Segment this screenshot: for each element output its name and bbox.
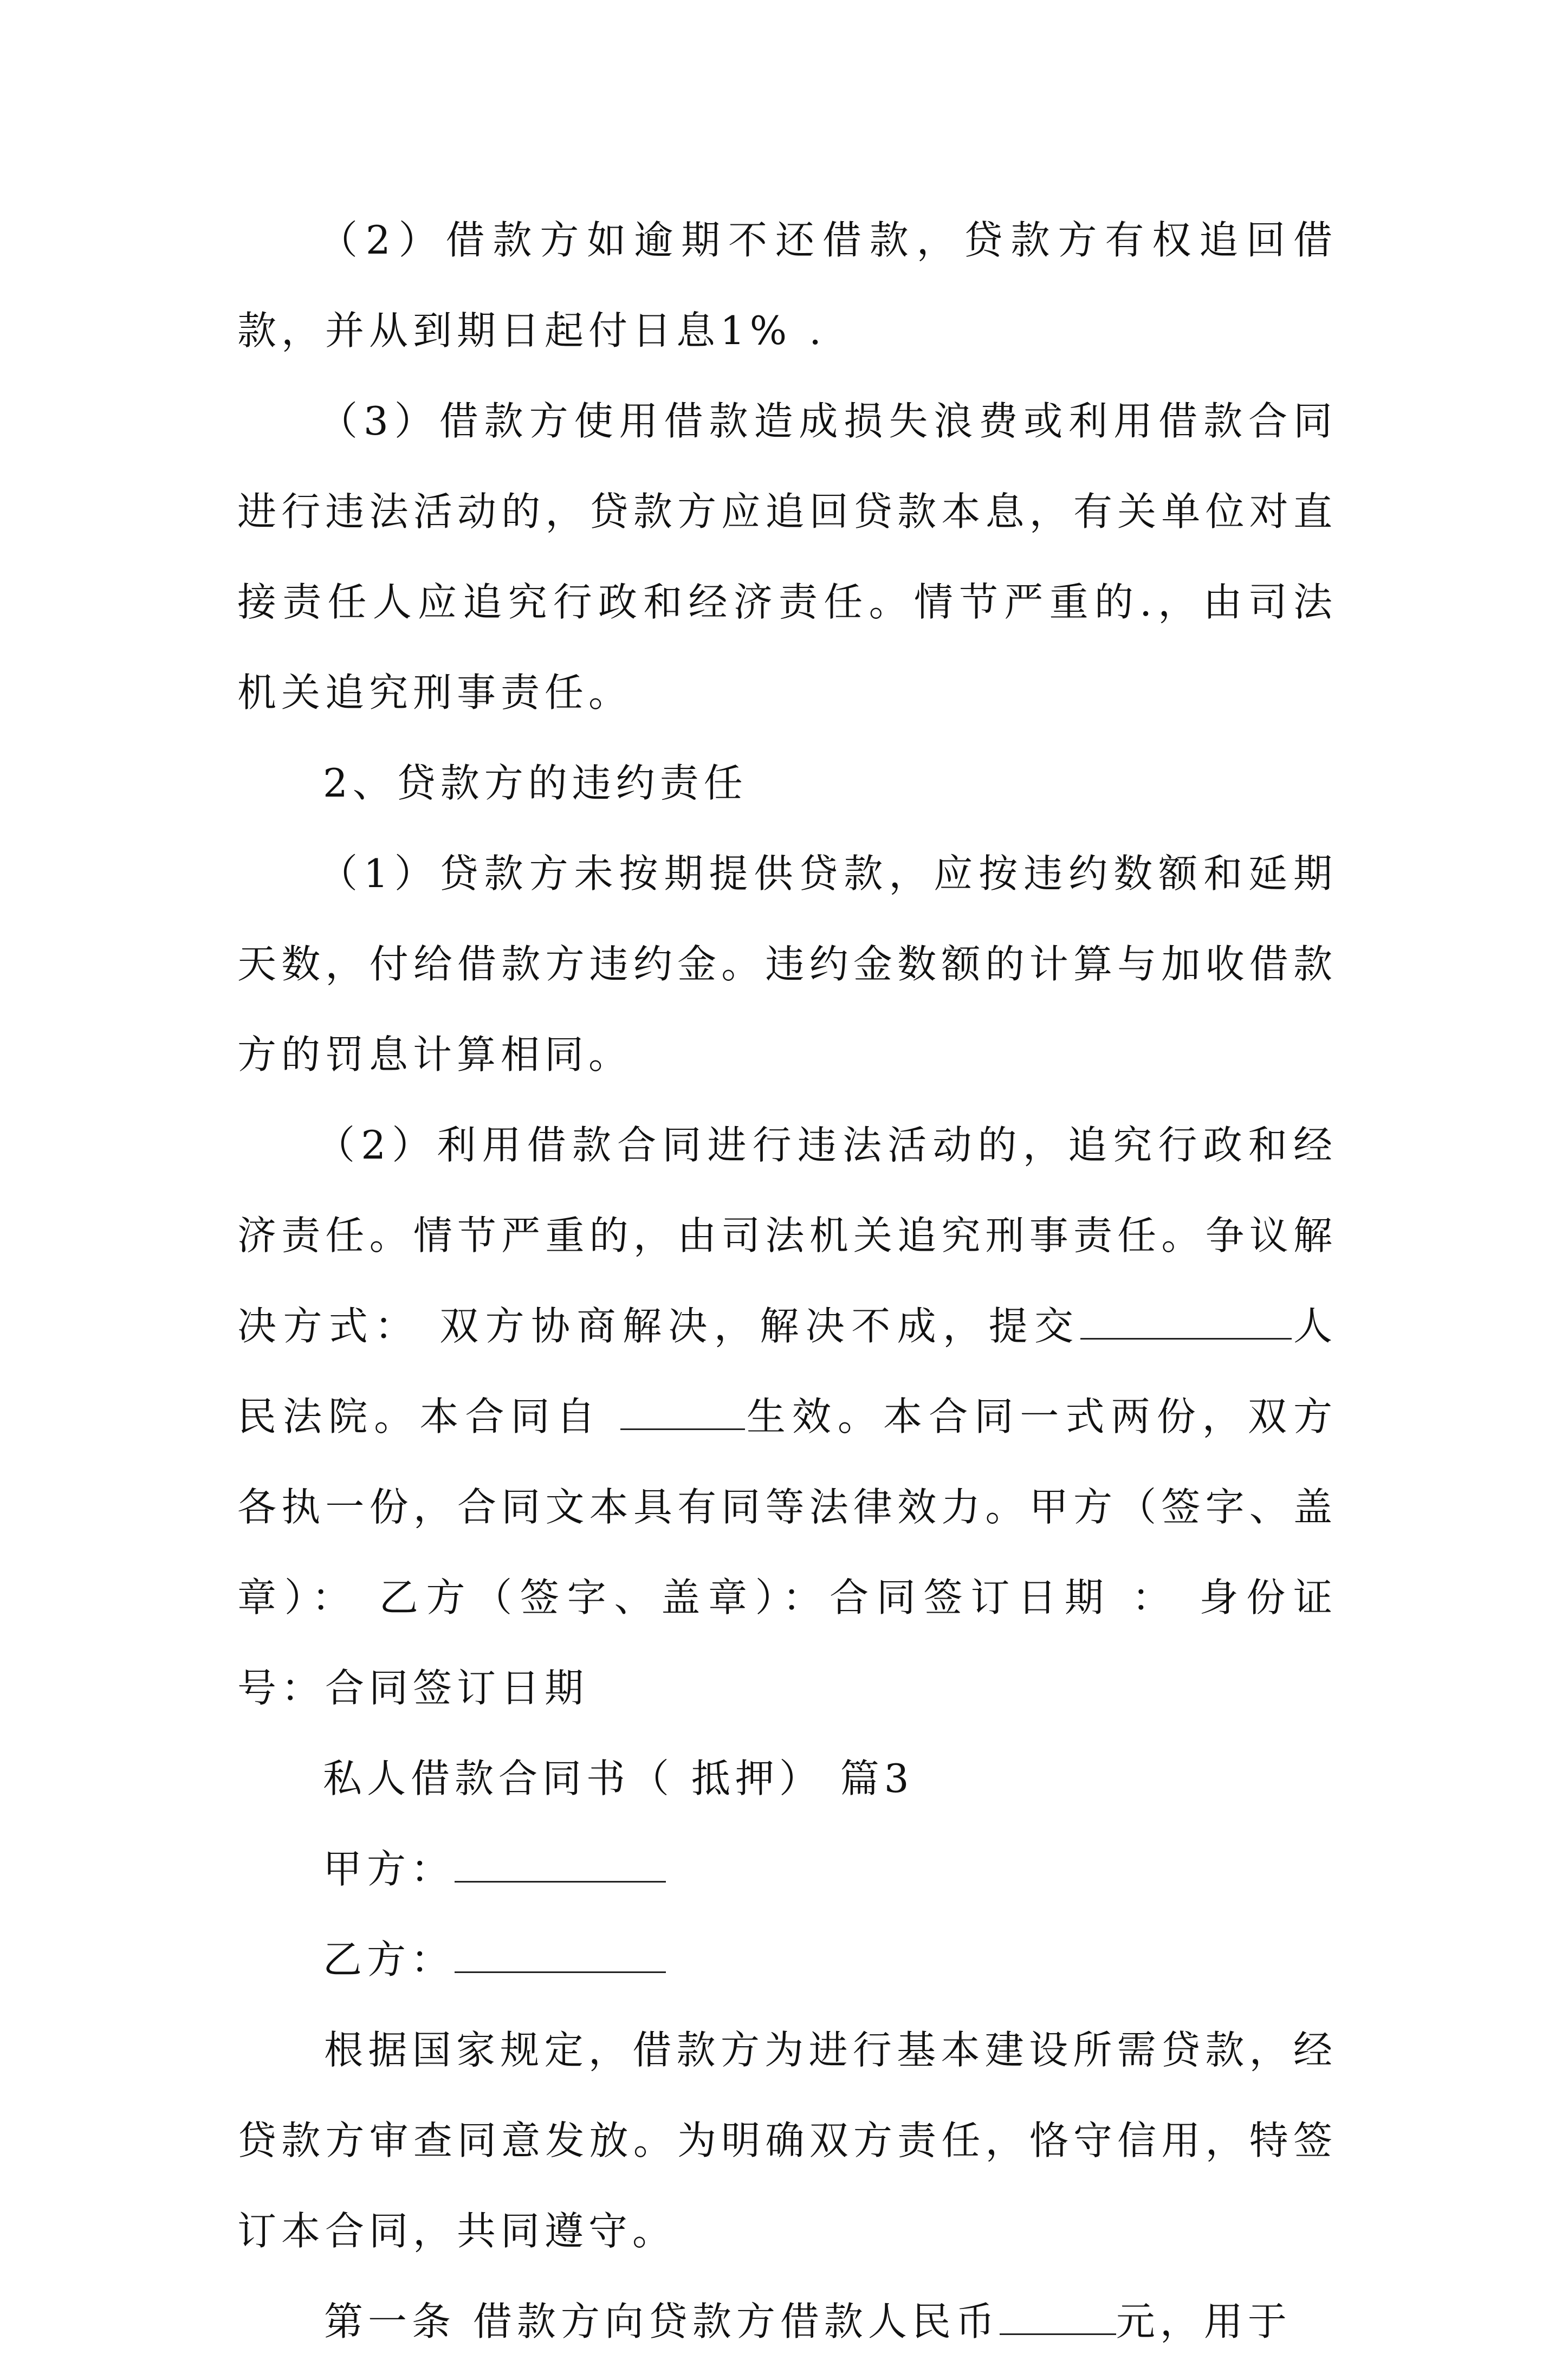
party-b-blank (455, 1939, 666, 1973)
effective-date-blank (620, 1396, 745, 1430)
document-body (237, 195, 1337, 2367)
clause-borrower-overdue (237, 195, 1337, 376)
section-heading-lender-liability (237, 738, 1337, 829)
clause-dispute-text-b: 人民法院。本合同自 (237, 1303, 1337, 1439)
clause-borrower-overdue-text: （2）借款方如逾期不还借款，贷款方有权追回借款，并从到期日起付日息1% . (237, 217, 1337, 353)
clause-borrower-misuse (237, 376, 1337, 738)
article-one (237, 2277, 1337, 2367)
party-a-line (237, 1824, 1337, 1915)
clause-lender-late-text: （1）贷款方未按期提供贷款，应按违约数额和延期天数，付给借款方违约金。违约金数额的计算与加收借款方的罚息计算相同。 (237, 851, 1337, 1077)
party-b-label: 乙方： (323, 1937, 455, 1982)
clause-dispute-resolution (237, 1100, 1337, 1734)
party-a-label: 甲方： (323, 1846, 455, 1892)
preamble-text: 根据国家规定，借款方为进行基本建设所需贷款，经贷款方审查同意发放。为明确双方责任，恪守信用，特签订本合同，共同遵守。 (237, 2027, 1337, 2254)
clause-dispute-text-c: 生效。本合同一式两份，双方各执一份，合同文本具有同等法律效力。甲方（签字、盖章）： 乙方（签字、盖章）：合同签订日期 ： 身份证号：合同签订日期 (237, 1394, 1337, 1711)
court-blank (1080, 1305, 1292, 1340)
article-one-text-a: 第一条 借款方向贷款方借款人民币 (324, 2299, 1000, 2344)
clause-borrower-misuse-text: （3）借款方使用借款造成损失浪费或利用借款合同进行违法活动的，贷款方应追回贷款本息，有关单位对直接责任人应追究行政和经济责任。情节严重的.，由司法机关追究刑事责任。 (237, 398, 1337, 715)
preamble-paragraph (237, 2005, 1337, 2277)
clause-lender-late (237, 829, 1337, 1100)
article-one-text-b: 元，用于 (1116, 2299, 1292, 2344)
section-heading-lender-liability-text: 2、贷款方的违约责任 (323, 760, 748, 806)
loan-amount-blank (1000, 2301, 1116, 2335)
contract-title (237, 1734, 1337, 1824)
clause-dispute-text-a: （2）利用借款合同进行违法活动的，追究行政和经济责任。情节严重的，由司法机关追究刑事责任。争议解决方式： 双方协商解决，解决不成，提交 (237, 1122, 1337, 1349)
party-b-line (237, 1915, 1337, 2005)
party-a-blank (455, 1848, 666, 1883)
contract-title-text: 私人借款合同书（ 抵押） 篇3 (323, 1756, 914, 1801)
